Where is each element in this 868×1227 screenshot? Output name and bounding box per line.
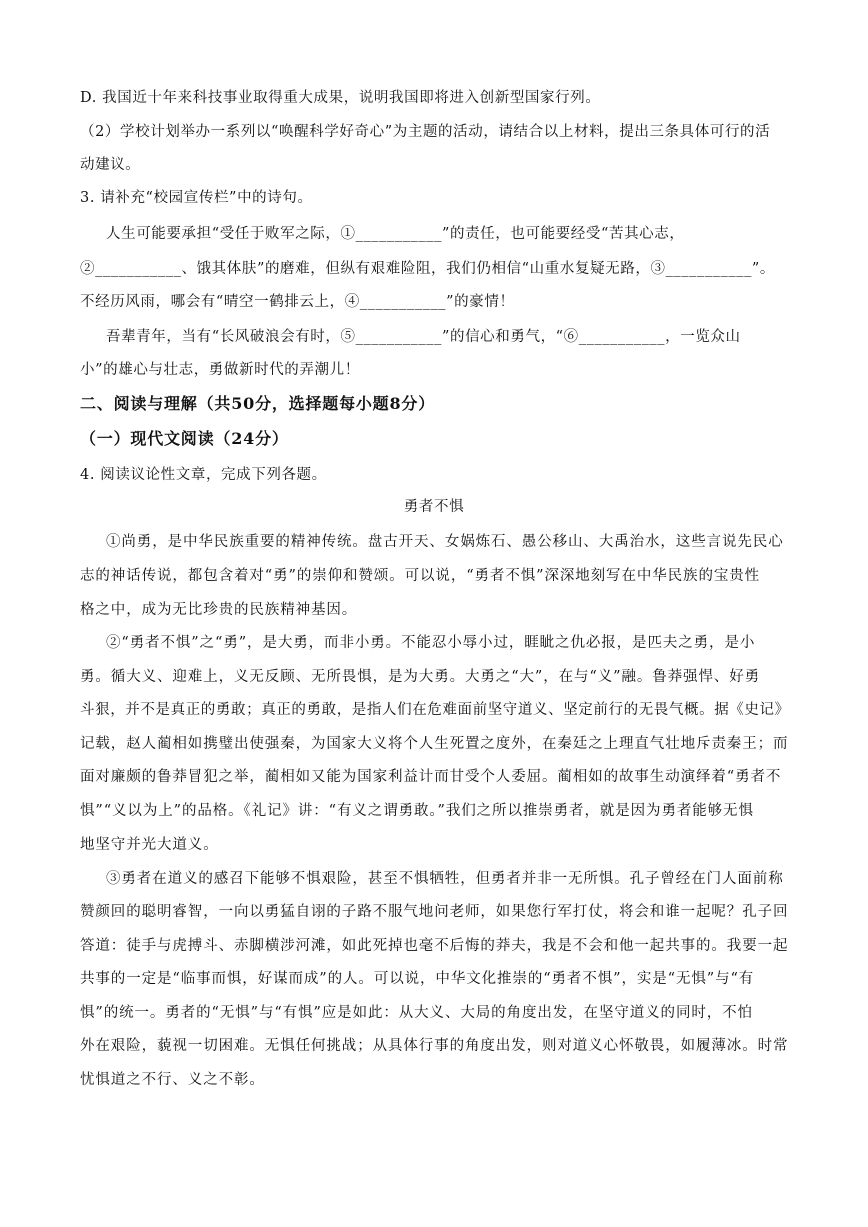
poem-fill-line-5: 小”的雄心与壮志，勇做新时代的弄潮儿！ [80,362,360,378]
question-3-title: 3. 请补充“校园宣传栏”中的诗句。 [80,190,313,206]
question-4-title: 4. 阅读议论性文章，完成下列各题。 [80,467,327,483]
poem-fill-line-2: ②___________、饿其体肤”的磨难，但纵有艰难险阻，我们仍相信“山重水复疑无路，③___________”。 [80,261,776,277]
article-paragraph-line: 地坚守并光大道义。 [80,837,219,853]
article-paragraph-line: 答道：徒手与虎搏斗、赤脚横涉河滩，如此死掉也毫不后悔的莽夫，我是不会和他一起共事的。我要一起 [80,938,789,954]
article-paragraph-line: 勇。循大义、迎难上，义无反顾、无所畏惧，是为大勇。大勇之“大”，在与“义”融。鲁莽强悍、好勇 [80,669,761,685]
section-heading: 二、阅读与理解（共50分，选择题每小题8分） [80,394,435,413]
poem-fill-line-3: 不经历风雨，哪会有“晴空一鹤排云上，④___________”的豪情！ [80,294,515,310]
question-2-2-text-cont: 动建议。 [80,157,141,173]
article-title: 勇者不惧 [403,499,465,515]
article-paragraph-line: 格之中，成为无比珍贵的民族精神基因。 [80,602,358,618]
article-paragraph-line: ②“勇者不惧”之“勇”，是大勇，而非小勇。不能忍小辱小过，睚眦之仇必报，是匹夫之勇，是小 [106,635,756,651]
article-paragraph-line: 惧”“义以为上”的品格。《礼记》讲：“有义之谓勇敢。”我们之所以推崇勇者，就是因为勇者能够无惧 [80,803,754,819]
article-paragraph-line: 外在艰险，藐视一切困难。无惧任何挑战；从具体行事的角度出发，则对道义心怀敬畏，如履薄冰。时常 [80,1038,789,1054]
article-paragraph-line: 记载，赵人蔺相如携璧出使强秦，为国家大义将个人生死置之度外，在秦廷之上理直气壮地斥责秦王；而 [80,736,789,752]
article-paragraph-line: ③勇者在道义的感召下能够不惧艰险，甚至不惧牺牲，但勇者并非一无所惧。孔子曾经在门人面前称 [106,871,784,887]
poem-fill-line-1: 人生可能要承担“受任于败军之际，①___________”的责任，也可能要经受“苦其心志， [106,226,685,242]
article-paragraph-line: 斗狠，并不是真正的勇敢；真正的勇敢，是指人们在危难面前坚守道义、坚定前行的无畏气概。据《史记》 [80,702,790,718]
article-paragraph-line: 志的神话传说，都包含着对“勇”的崇仰和赞颂。可以说，“勇者不惧”深深地刻写在中华民族的宝贵性 [80,568,761,584]
article-paragraph-line: 忧惧道之不行、义之不彰。 [80,1072,265,1088]
question-2-2-text: （2）学校计划举办一系列以“唤醒科学好奇心”为主题的活动，请结合以上材料，提出三条具体可行的活 [80,124,771,140]
article-paragraph-line: 赞颜回的聪明睿智，一向以勇猛自诩的子路不服气地问老师，如果您行军打仗，将会和谁一起呢？孔子回 [80,904,789,920]
article-paragraph-line: 面对廉颇的鲁莽冒犯之举，蔺相如又能为国家利益计而甘受个人委屈。蔺相如的故事生动演绎着“勇者不 [80,769,782,785]
option-d-text: D. 我国近十年来科技事业取得重大成果，说明我国即将进入创新型国家行列。 [80,90,601,106]
article-paragraph-line: ①尚勇，是中华民族重要的精神传统。盘古开天、女娲炼石、愚公移山、大禹治水，这些言说先民心 [106,534,784,550]
article-paragraph-line: 共事的一定是“临事而惧，好谋而成”的人。可以说，中华文化推崇的“勇者不惧”，实是“无惧”与“有 [80,971,755,987]
article-paragraph-line: 惧”的统一。勇者的“无惧”与“有惧”应是如此：从大义、大局的角度出发，在坚守道义的同时，不怕 [80,1005,753,1021]
poem-fill-line-4: 吾辈青年，当有“长风破浪会有时，⑤___________”的信心和勇气，“⑥___________，一览众山 [106,329,741,345]
subsection-heading: （一）现代文阅读（24分） [80,429,289,448]
